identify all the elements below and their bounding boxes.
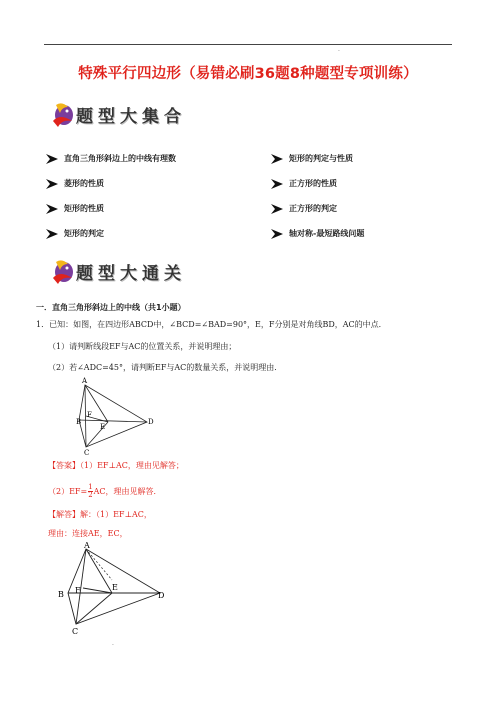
banner-type-collection [48,99,186,129]
header-rule [44,44,452,45]
list-item: 轴对称-最短路线问题 [271,228,446,239]
decor-dot: · [338,48,340,55]
arrow-bullet-icon [46,204,58,214]
bird-mascot-icon [48,99,78,129]
label-E: E [100,423,106,431]
type-list [46,146,446,246]
label-B: B [58,590,64,599]
label-A: A [84,541,90,550]
section-heading: 一．直角三角形斜边上的中线（共1小题） [36,303,186,312]
label-D: D [148,418,154,426]
problem-figure [76,376,166,456]
arrow-bullet-icon [271,154,283,164]
banner-label: 题型大通关 [76,263,186,284]
list-item: 正方形的判定 [271,203,446,214]
banner-type-practice [48,256,186,286]
decor-dot: · [112,642,114,649]
problem-question-2: （2）若∠ADC=45°，请判断EF与AC的数量关系，并说明理由． [48,363,283,372]
solution-line-2: 理由：连接AE，EC， [48,529,128,538]
label-C: C [72,627,79,636]
arrow-bullet-icon [271,179,283,189]
answer-line-2: （2）EF= $\frac{1}{2}$ AC，理由见解答． [48,483,162,499]
label-E: E [112,583,118,592]
fraction: $\frac{1}{2}$ [88,483,93,499]
page-title: 特殊平行四边形（易错必刷36题8种题型专项训练） [78,66,418,82]
arrow-bullet-icon [271,229,283,239]
solution-figure [56,540,168,638]
label-C: C [84,449,90,456]
list-item: 菱形的性质 [46,178,271,189]
arrow-bullet-icon [271,204,283,214]
list-item: 正方形的性质 [271,178,446,189]
list-item: 矩形的判定 [46,228,271,239]
problem-stem: 1．已知：如图，在四边形ABCD中，∠BCD=∠BAD=90°，E，F分别是对角线BD，AC的中点． [36,320,387,329]
label-B: B [76,418,82,426]
list-item: 矩形的判定与性质 [271,153,446,164]
answer-line-1: 【答案】（1）EF⊥AC，理由见解答； [48,461,184,470]
bird-mascot-icon [48,256,78,286]
solution-line-1: 【解答】解：（1）EF⊥AC， [48,510,152,519]
list-item: 直角三角形斜边上的中线有理数 [46,153,271,164]
problem-question-1: （1）请判断线段EF与AC的位置关系，并说明理由； [48,342,237,351]
label-F: F [87,411,92,419]
label-F: F [75,586,81,595]
list-item: 矩形的性质 [46,203,271,214]
arrow-bullet-icon [46,229,58,239]
arrow-bullet-icon [46,179,58,189]
arrow-bullet-icon [46,154,58,164]
label-A: A [82,377,88,385]
banner-label: 题型大集合 [76,106,186,127]
label-D: D [158,591,165,600]
